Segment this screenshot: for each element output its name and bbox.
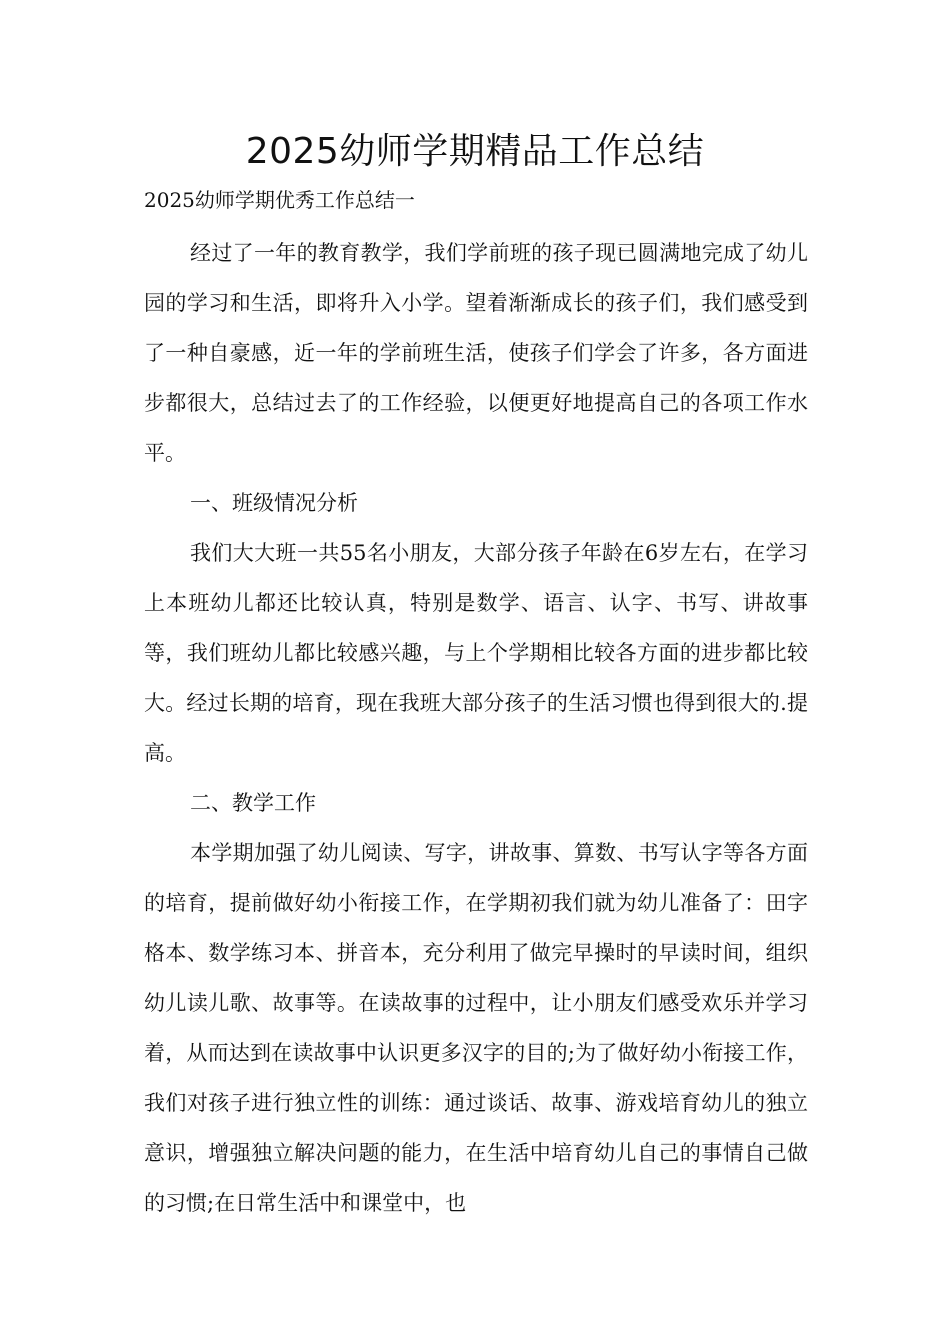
- document-subtitle: 2025幼师学期优秀工作总结一: [144, 188, 415, 212]
- paragraph-intro: 经过了一年的教育教学，我们学前班的孩子现已圆满地完成了幼儿园的学习和生活，即将升入小学。望着渐渐成长的孩子们，我们感受到了一种自豪感，近一年的学前班生活，使孩子们学会了许多，各方面进步都很大，总结过去了的工作经验，以便更好地提高自己的各项工作水平。: [144, 241, 808, 465]
- document-body: [144, 228, 808, 1228]
- section-heading-class-analysis: 一、班级情况分析: [190, 491, 358, 515]
- paragraph-teaching-work: 本学期加强了幼儿阅读、写字，讲故事、算数、书写认字等各方面的培育，提前做好幼小衔接工作，在学期初我们就为幼儿准备了：田字格本、数学练习本、拼音本，充分利用了做完早操时的早读时间，组织幼儿读儿歌、故事等。在读故事的过程中，让小朋友们感受欢乐并学习着，从而达到在读故事中认识更多汉字的目的;为了做好幼小衔接工作，我们对孩子进行独立性的训练：通过谈话、故事、游戏培育幼儿的独立意识，增强独立解决问题的能力，在生活中培育幼儿自己的事情自己做的习惯;在日常生活中和课堂中，也: [144, 841, 808, 1215]
- section-heading-teaching-work: 二、教学工作: [190, 791, 316, 815]
- document-title: 2025幼师学期精品工作总结: [245, 131, 705, 172]
- paragraph-class-analysis: 我们大大班一共55名小朋友，大部分孩子年龄在6岁左右，在学习上本班幼儿都还比较认真，特别是数学、语言、认字、书写、讲故事等，我们班幼儿都比较感兴趣，与上个学期相比较各方面的进步都比较大。经过长期的培育，现在我班大部分孩子的生活习惯也得到很大的.提高。: [144, 541, 808, 765]
